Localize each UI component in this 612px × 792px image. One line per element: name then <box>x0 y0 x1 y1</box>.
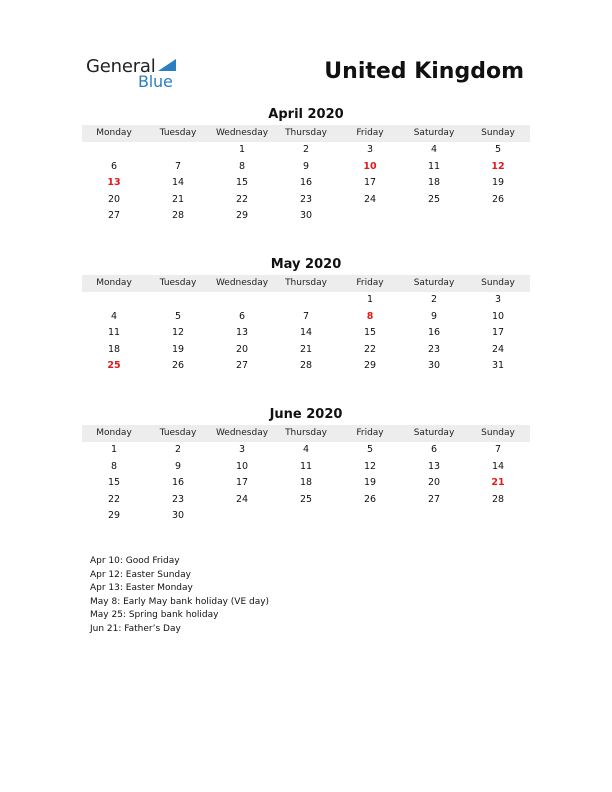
weekday-label: Friday <box>356 278 384 288</box>
day-cell: 5 <box>174 310 182 322</box>
week-row <box>82 142 530 159</box>
week-row <box>82 159 530 176</box>
day-cell: 18 <box>107 343 121 355</box>
weekday-label: Wednesday <box>215 278 269 288</box>
day-cell: 15 <box>107 477 121 489</box>
empty-day-cell <box>82 292 146 309</box>
day-cell: 6 <box>430 444 438 455</box>
day-cell: 31 <box>491 360 505 372</box>
day-cell: 30 <box>171 510 185 522</box>
holiday-list <box>90 555 269 637</box>
day-cell: 5 <box>494 144 502 155</box>
day-cell: 25 <box>427 193 441 205</box>
day-cell: 2 <box>430 294 438 305</box>
day-cell: 16 <box>299 177 313 189</box>
day-cell: 9 <box>430 310 438 322</box>
empty-day-cell <box>210 508 274 525</box>
day-cell: 22 <box>235 193 249 205</box>
day-cell: 14 <box>171 177 185 189</box>
day-cell: 28 <box>491 493 505 505</box>
day-cell: 19 <box>491 177 505 189</box>
empty-day-cell <box>402 208 466 225</box>
day-cell: 20 <box>427 477 441 489</box>
day-cell: 22 <box>363 343 377 355</box>
holiday-entry: Jun 21: Father’s Day <box>90 623 181 634</box>
day-cell: 24 <box>491 343 505 355</box>
day-cell: 2 <box>174 444 182 455</box>
day-cell: 4 <box>110 310 118 322</box>
day-cell: 26 <box>171 360 185 372</box>
day-cell: 1 <box>110 444 118 455</box>
day-cell: 23 <box>427 343 441 355</box>
month-title: April 2020 <box>268 107 344 122</box>
day-cell: 3 <box>238 444 246 455</box>
day-cell: 13 <box>235 327 249 339</box>
day-cell: 11 <box>107 327 121 339</box>
logo <box>86 56 196 96</box>
weekday-label: Saturday <box>413 278 455 288</box>
day-cell: 17 <box>491 327 505 339</box>
month-may <box>82 256 530 375</box>
week-row <box>82 325 530 342</box>
country-title: United Kingdom <box>324 59 524 84</box>
empty-day-cell <box>338 508 402 525</box>
day-cell: 27 <box>427 493 441 505</box>
day-cell: 21 <box>299 343 313 355</box>
weekday-header <box>82 275 530 292</box>
day-cell: 22 <box>107 493 121 505</box>
day-cell: 26 <box>491 193 505 205</box>
holiday-entry: May 25: Spring bank holiday <box>90 610 219 621</box>
day-cell: 15 <box>363 327 377 339</box>
weekday-label: Tuesday <box>159 428 197 438</box>
week-row <box>82 475 530 492</box>
logo-triangle-icon <box>158 59 176 71</box>
day-cell: 7 <box>494 444 502 455</box>
weekday-label: Tuesday <box>159 128 197 138</box>
day-cell: 29 <box>235 210 249 222</box>
day-cell: 30 <box>299 210 313 222</box>
week-row <box>82 208 530 225</box>
empty-day-cell <box>274 508 338 525</box>
weekday-label: Wednesday <box>215 428 269 438</box>
day-cell: 14 <box>491 460 505 472</box>
weekday-label: Sunday <box>481 428 515 438</box>
day-cell: 29 <box>107 510 121 522</box>
day-cell: 20 <box>235 343 249 355</box>
day-cell: 1 <box>366 294 374 305</box>
empty-day-cell <box>466 208 530 225</box>
day-cell: 18 <box>299 477 313 489</box>
day-cell: 23 <box>171 493 185 505</box>
day-cell: 21 <box>171 193 185 205</box>
weekday-label: Thursday <box>285 428 327 438</box>
day-cell: 2 <box>302 144 310 155</box>
empty-day-cell <box>82 142 146 159</box>
weekday-label: Tuesday <box>159 278 197 288</box>
weekday-header <box>82 425 530 442</box>
weekday-label: Thursday <box>285 278 327 288</box>
holiday-entry: Apr 12: Easter Sunday <box>90 569 191 580</box>
logo-general-text: General <box>86 56 156 77</box>
day-cell: 8 <box>238 160 246 172</box>
day-cell: 8 <box>110 460 118 472</box>
day-cell: 27 <box>235 360 249 372</box>
day-cell: 19 <box>363 477 377 489</box>
day-cell: 20 <box>107 193 121 205</box>
day-cell: 11 <box>299 460 313 472</box>
day-cell: 23 <box>299 193 313 205</box>
day-cell: 12 <box>363 460 377 472</box>
day-cell: 25 <box>299 493 313 505</box>
day-cell: 28 <box>299 360 313 372</box>
day-cell: 9 <box>174 460 182 472</box>
day-cell: 28 <box>171 210 185 222</box>
month-june <box>82 406 530 525</box>
weekday-label: Monday <box>96 278 132 288</box>
month-title: June 2020 <box>269 407 343 422</box>
weekday-header <box>82 125 530 142</box>
day-cell: 1 <box>238 144 246 155</box>
day-cell: 11 <box>427 160 441 172</box>
day-cell: 24 <box>235 493 249 505</box>
weekday-label: Saturday <box>413 128 455 138</box>
empty-day-cell <box>402 508 466 525</box>
day-cell: 21 <box>491 477 505 489</box>
day-cell: 6 <box>110 160 118 172</box>
day-cell: 16 <box>171 477 185 489</box>
week-row <box>82 459 530 476</box>
month-title: May 2020 <box>270 257 342 272</box>
month-april <box>82 106 530 225</box>
day-cell: 24 <box>363 193 377 205</box>
week-row <box>82 508 530 525</box>
week-row <box>82 442 530 459</box>
day-cell: 16 <box>427 327 441 339</box>
day-cell: 7 <box>174 160 182 172</box>
day-cell: 29 <box>363 360 377 372</box>
day-cell: 12 <box>171 327 185 339</box>
empty-day-cell <box>146 142 210 159</box>
weekday-label: Sunday <box>481 278 515 288</box>
empty-day-cell <box>466 508 530 525</box>
day-cell: 17 <box>363 177 377 189</box>
weekday-label: Wednesday <box>215 128 269 138</box>
day-cell: 15 <box>235 177 249 189</box>
day-cell: 3 <box>494 294 502 305</box>
day-cell: 5 <box>366 444 374 455</box>
holiday-entry: May 8: Early May bank holiday (VE day) <box>90 596 270 607</box>
week-row <box>82 342 530 359</box>
day-cell: 9 <box>302 160 310 172</box>
week-row <box>82 175 530 192</box>
day-cell: 6 <box>238 310 246 322</box>
day-cell: 25 <box>107 360 121 372</box>
day-cell: 14 <box>299 327 313 339</box>
day-cell: 13 <box>427 460 441 472</box>
day-cell: 12 <box>491 160 505 172</box>
weekday-label: Monday <box>96 128 132 138</box>
day-cell: 17 <box>235 477 249 489</box>
holiday-entry: Apr 13: Easter Monday <box>90 583 193 594</box>
weekday-label: Monday <box>96 428 132 438</box>
week-row <box>82 309 530 326</box>
day-cell: 18 <box>427 177 441 189</box>
day-cell: 7 <box>302 310 310 322</box>
weekday-label: Saturday <box>413 428 455 438</box>
day-cell: 13 <box>107 177 121 189</box>
day-cell: 4 <box>430 144 438 155</box>
day-cell: 27 <box>107 210 121 222</box>
day-cell: 26 <box>363 493 377 505</box>
day-cell: 19 <box>171 343 185 355</box>
day-cell: 8 <box>366 310 374 322</box>
week-row <box>82 358 530 375</box>
empty-day-cell <box>338 208 402 225</box>
week-row <box>82 492 530 509</box>
day-cell: 3 <box>366 144 374 155</box>
week-row <box>82 292 530 309</box>
weekday-label: Friday <box>356 428 384 438</box>
day-cell: 30 <box>427 360 441 372</box>
day-cell: 10 <box>235 460 249 472</box>
logo-blue-text: Blue <box>138 72 173 91</box>
weekday-label: Sunday <box>481 128 515 138</box>
day-cell: 4 <box>302 444 310 455</box>
empty-day-cell <box>274 292 338 309</box>
holiday-entry: Apr 10: Good Friday <box>90 556 180 566</box>
week-row <box>82 192 530 209</box>
empty-day-cell <box>210 292 274 309</box>
weekday-label: Thursday <box>285 128 327 138</box>
day-cell: 10 <box>491 310 505 322</box>
day-cell: 10 <box>363 160 377 172</box>
weekday-label: Friday <box>356 128 384 138</box>
empty-day-cell <box>146 292 210 309</box>
